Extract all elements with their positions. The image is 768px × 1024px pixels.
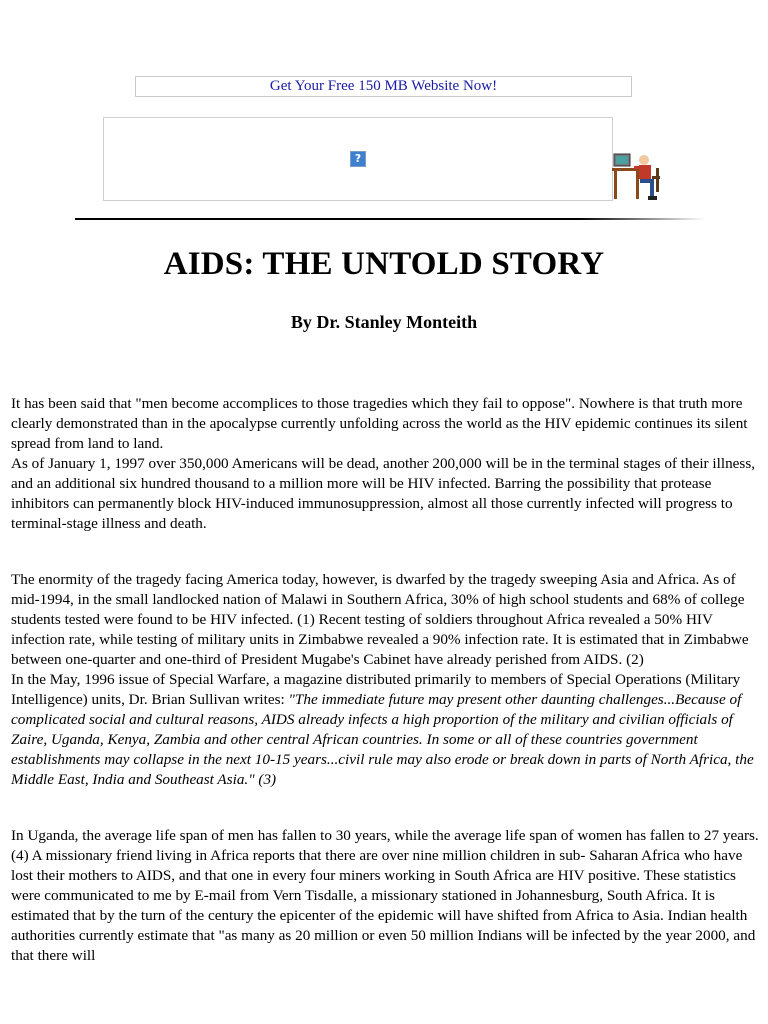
paragraph-4-lead: In the May, 1996 issue of Special Warfare, a magazine distributed primarily to members of Special Operations (Military Intelligence) units, Dr. Brian Sullivan writes: xyxy=(11,671,741,708)
paragraph-3: The enormity of the tragedy facing America today, however, is dwarfed by the tragedy sweeping Asia and Africa. As of mid-1994, in the small landlocked nation of Malawi in Southern Africa, 30% of high school students and 68% of college students tested were found to be HIV infected. (1) Recent testing of soldiers throughout Africa revealed a 50% HIV infection rate, while testing of military units in Zimbabwe revealed a 90% infection rate. It is estimated that in Zimbabwe between one-quarter and one-third of President Mugabe's Cabinet have already perished from AIDS. (2) xyxy=(11,571,749,668)
paragraph-5: In Uganda, the average life span of men has fallen to 30 years, while the average life span of women has fallen to 27 years. (4) A missionary friend living in Africa reports that there are over nine million children in sub- Saharan Africa who have lost their mothers to AIDS, and that one in every four miners working in South Africa are HIV positive. These statistics were communicated to me by E-mail from Vern Tisdalle, a missionary stationed in Johannesburg, South Africa. It is estimated that by the turn of the century the epicenter of the epidemic will have shifted from Africa to Asia. Indian health authorities currently estimate that "as many as 20 million or even 50 million Indians will be infected by the year 2000, and that there will xyxy=(11,827,759,964)
paragraph-1: It has been said that "men become accomplices to those tragedies which they fail to oppose". Nowhere is that truth more clearly demonstrated than in the apocalypse currently unfolding across the world as the HIV epidemic continues its silent spread from land to land. xyxy=(11,395,748,452)
sullivan-quote: "The immediate future may present other daunting challenges...Because of complicated social and cultural reasons, AIDS already infects a high proportion of the military and civilian officials of Zaire, Uganda, Kenya, Zambia and other central African countries. In some or all of these countries government establishments may collapse in the next 10-15 years...civil rule may also erode or break down in parts of North Africa, the Middle East, India and Southeast Asia." (3) xyxy=(11,691,754,788)
banner-ad xyxy=(135,76,632,97)
person-at-computer-icon xyxy=(612,146,662,202)
article-title: AIDS: THE UNTOLD STORY xyxy=(163,246,605,282)
horizontal-divider xyxy=(75,218,705,220)
paragraph-4 xyxy=(11,670,761,790)
broken-image-icon[interactable]: ? xyxy=(350,151,366,167)
article-body xyxy=(11,394,761,966)
paragraph-2: As of January 1, 1997 over 350,000 Americans will be dead, another 200,000 will be in the terminal stages of their illness, and an additional six hundred thousand to a million more will be HIV infected. Barring the possibility that protease inhibitors can permanently block HIV-induced immunosuppression, almost all those currently infected will progress to terminal-stage illness and death. xyxy=(11,455,756,532)
article-byline: By Dr. Stanley Monteith xyxy=(290,312,478,332)
free-website-link[interactable]: Get Your Free 150 MB Website Now! xyxy=(269,78,498,94)
